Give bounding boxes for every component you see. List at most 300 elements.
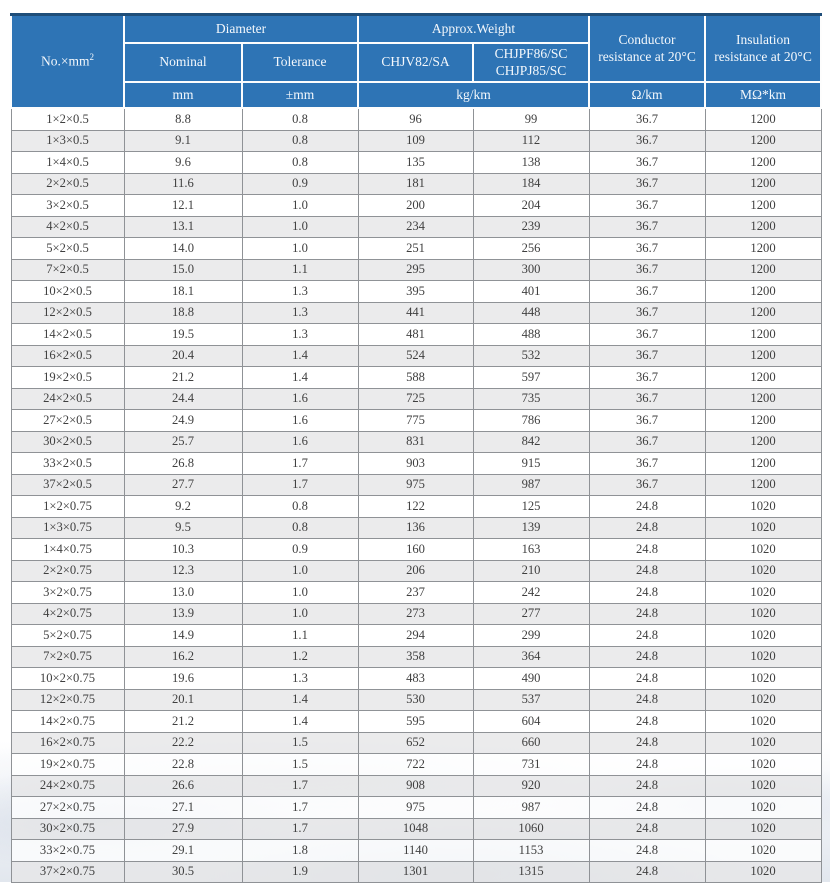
col-header-diameter-group: Diameter: [124, 15, 358, 44]
spec-cell: 1×3×0.75: [11, 517, 124, 539]
weight-chjv-cell: 109: [358, 130, 473, 152]
conductor-resistance-cell: 24.8: [589, 840, 705, 862]
weight-chjpf-cell: 920: [473, 775, 589, 797]
nominal-diameter-cell: 18.8: [124, 302, 242, 324]
table-row: [11, 582, 821, 604]
weight-chjpf-cell: 597: [473, 367, 589, 389]
weight-chjpf-cell: 184: [473, 173, 589, 195]
tolerance-cell: 1.3: [242, 302, 358, 324]
spec-cell: 4×2×0.5: [11, 216, 124, 238]
insulation-resistance-cell: 1020: [705, 711, 821, 733]
spec-cell: 5×2×0.75: [11, 625, 124, 647]
table-row: [11, 130, 821, 152]
nominal-diameter-cell: 13.0: [124, 582, 242, 604]
weight-chjpf-cell: 1153: [473, 840, 589, 862]
nominal-diameter-cell: 14.9: [124, 625, 242, 647]
nominal-diameter-cell: 11.6: [124, 173, 242, 195]
unit-tolerance: ±mm: [242, 82, 358, 108]
weight-chjpf-cell: 448: [473, 302, 589, 324]
weight-chjv-cell: 200: [358, 195, 473, 217]
insulation-resistance-cell: 1020: [705, 517, 821, 539]
conductor-resistance-cell: 24.8: [589, 754, 705, 776]
insulation-resistance-cell: 1020: [705, 668, 821, 690]
weight-chjv-cell: 1048: [358, 818, 473, 840]
table-row: [11, 818, 821, 840]
conductor-resistance-cell: 36.7: [589, 410, 705, 432]
tolerance-cell: 0.8: [242, 108, 358, 130]
nominal-diameter-cell: 24.4: [124, 388, 242, 410]
weight-chjpf-cell: 204: [473, 195, 589, 217]
tolerance-cell: 1.6: [242, 410, 358, 432]
tolerance-cell: 0.9: [242, 539, 358, 561]
tolerance-cell: 1.7: [242, 775, 358, 797]
unit-nominal: mm: [124, 82, 242, 108]
nominal-diameter-cell: 22.8: [124, 754, 242, 776]
spec-cell: 1×4×0.75: [11, 539, 124, 561]
nominal-diameter-cell: 24.9: [124, 410, 242, 432]
table-body: [11, 108, 821, 883]
unit-weight: kg/km: [358, 82, 589, 108]
insulation-resistance-cell: 1020: [705, 689, 821, 711]
weight-chjv-cell: 206: [358, 560, 473, 582]
table-row: [11, 711, 821, 733]
conductor-resistance-cell: 36.7: [589, 108, 705, 130]
weight-chjv-cell: 395: [358, 281, 473, 303]
weight-chjpf-cell: 163: [473, 539, 589, 561]
conductor-resistance-cell: 24.8: [589, 517, 705, 539]
tolerance-cell: 1.3: [242, 324, 358, 346]
tolerance-cell: 1.5: [242, 732, 358, 754]
spec-cell: 4×2×0.75: [11, 603, 124, 625]
table-row: [11, 324, 821, 346]
weight-chjv-cell: 722: [358, 754, 473, 776]
conductor-resistance-cell: 24.8: [589, 625, 705, 647]
weight-chjpf-cell: 987: [473, 797, 589, 819]
spec-superscript: 2: [89, 52, 94, 63]
tolerance-cell: 1.8: [242, 840, 358, 862]
nominal-diameter-cell: 9.2: [124, 496, 242, 518]
weight-chjv-cell: 358: [358, 646, 473, 668]
conductor-resistance-cell: 24.8: [589, 668, 705, 690]
nominal-diameter-cell: 15.0: [124, 259, 242, 281]
header-units-row: [11, 82, 821, 108]
weight-chjv-cell: 1140: [358, 840, 473, 862]
insulation-resistance-cell: 1020: [705, 603, 821, 625]
nominal-diameter-cell: 12.1: [124, 195, 242, 217]
insulation-resistance-cell: 1200: [705, 410, 821, 432]
insulation-resistance-cell: 1020: [705, 539, 821, 561]
weight-chjv-cell: 1301: [358, 861, 473, 883]
conductor-resistance-cell: 24.8: [589, 646, 705, 668]
insulation-resistance-cell: 1020: [705, 560, 821, 582]
col-header-weight-chjv: CHJV82/SA: [358, 43, 473, 82]
weight-chjv-cell: 595: [358, 711, 473, 733]
nominal-diameter-cell: 20.1: [124, 689, 242, 711]
tolerance-cell: 1.4: [242, 689, 358, 711]
insulation-resistance-cell: 1020: [705, 818, 821, 840]
insulation-resistance-cell: 1200: [705, 474, 821, 496]
table-row: [11, 216, 821, 238]
weight-chjpf-cell: 604: [473, 711, 589, 733]
tolerance-cell: 1.1: [242, 259, 358, 281]
weight-chjv-cell: 725: [358, 388, 473, 410]
spec-cell: 24×2×0.75: [11, 775, 124, 797]
insulation-resistance-cell: 1020: [705, 861, 821, 883]
conductor-resistance-cell: 36.7: [589, 388, 705, 410]
tolerance-cell: 0.8: [242, 152, 358, 174]
conductor-resistance-cell: 36.7: [589, 259, 705, 281]
weight-chjv-cell: 160: [358, 539, 473, 561]
tolerance-cell: 1.3: [242, 281, 358, 303]
table-row: [11, 668, 821, 690]
col-header-insulation-resistance: Insulation resistance at 20°C: [705, 15, 821, 83]
conductor-resistance-cell: 24.8: [589, 861, 705, 883]
weight-chjpf-cell: 242: [473, 582, 589, 604]
weight-chjpf-cell: 139: [473, 517, 589, 539]
insulation-resistance-cell: 1200: [705, 302, 821, 324]
table-row: [11, 754, 821, 776]
weight-chjv-cell: 975: [358, 797, 473, 819]
tolerance-cell: 1.0: [242, 582, 358, 604]
insulation-resistance-cell: 1200: [705, 388, 821, 410]
tolerance-cell: 1.6: [242, 431, 358, 453]
col-header-spec: [11, 15, 124, 109]
conductor-resistance-cell: 36.7: [589, 195, 705, 217]
cable-spec-table: [10, 13, 822, 883]
insulation-resistance-cell: 1020: [705, 754, 821, 776]
conductor-resistance-cell: 36.7: [589, 302, 705, 324]
nominal-diameter-cell: 19.5: [124, 324, 242, 346]
tolerance-cell: 1.4: [242, 345, 358, 367]
conductor-resistance-cell: 24.8: [589, 775, 705, 797]
nominal-diameter-cell: 21.2: [124, 367, 242, 389]
conductor-resistance-cell: 24.8: [589, 818, 705, 840]
conductor-resistance-cell: 36.7: [589, 431, 705, 453]
insulation-resistance-cell: 1200: [705, 195, 821, 217]
weight-chjpf-cell: 401: [473, 281, 589, 303]
tolerance-cell: 1.6: [242, 388, 358, 410]
spec-cell: 24×2×0.5: [11, 388, 124, 410]
spec-cell: 2×2×0.75: [11, 560, 124, 582]
insulation-resistance-cell: 1020: [705, 797, 821, 819]
table-row: [11, 259, 821, 281]
insulation-resistance-cell: 1200: [705, 152, 821, 174]
weight-chjv-cell: 294: [358, 625, 473, 647]
table-row: [11, 732, 821, 754]
weight-chjv-cell: 237: [358, 582, 473, 604]
weight-chjv-cell: 908: [358, 775, 473, 797]
tolerance-cell: 1.0: [242, 195, 358, 217]
header-group-row: [11, 15, 821, 44]
spec-cell: 2×2×0.5: [11, 173, 124, 195]
col-header-nominal: Nominal: [124, 43, 242, 82]
insulation-resistance-cell: 1200: [705, 324, 821, 346]
conductor-resistance-cell: 36.7: [589, 152, 705, 174]
nominal-diameter-cell: 27.9: [124, 818, 242, 840]
tolerance-cell: 0.8: [242, 517, 358, 539]
spec-cell: 16×2×0.75: [11, 732, 124, 754]
col-header-conductor-resistance: Conductor resistance at 20°C: [589, 15, 705, 83]
insulation-resistance-cell: 1200: [705, 281, 821, 303]
nominal-diameter-cell: 10.3: [124, 539, 242, 561]
conductor-resistance-cell: 24.8: [589, 711, 705, 733]
table-row: [11, 302, 821, 324]
conductor-resistance-cell: 24.8: [589, 797, 705, 819]
spec-cell: 33×2×0.5: [11, 453, 124, 475]
insulation-resistance-cell: 1200: [705, 367, 821, 389]
col-header-tolerance: Tolerance: [242, 43, 358, 82]
spec-cell: 3×2×0.5: [11, 195, 124, 217]
table-row: [11, 152, 821, 174]
weight-chjv-cell: 96: [358, 108, 473, 130]
nominal-diameter-cell: 22.2: [124, 732, 242, 754]
weight-type-line1: CHJPF86/SC: [494, 45, 568, 61]
weight-chjpf-cell: 488: [473, 324, 589, 346]
tolerance-cell: 1.5: [242, 754, 358, 776]
weight-chjv-cell: 775: [358, 410, 473, 432]
weight-chjpf-cell: 300: [473, 259, 589, 281]
weight-chjpf-cell: 786: [473, 410, 589, 432]
conductor-resistance-cell: 36.7: [589, 173, 705, 195]
table-row: [11, 840, 821, 862]
nominal-diameter-cell: 13.1: [124, 216, 242, 238]
table-row: [11, 797, 821, 819]
weight-chjv-cell: 481: [358, 324, 473, 346]
weight-chjpf-cell: 112: [473, 130, 589, 152]
nominal-diameter-cell: 16.2: [124, 646, 242, 668]
nominal-diameter-cell: 25.7: [124, 431, 242, 453]
spec-cell: 37×2×0.75: [11, 861, 124, 883]
weight-chjpf-cell: 987: [473, 474, 589, 496]
table-row: [11, 108, 821, 130]
spec-cell: 10×2×0.75: [11, 668, 124, 690]
table-row: [11, 410, 821, 432]
spec-cell: 1×4×0.5: [11, 152, 124, 174]
table-row: [11, 367, 821, 389]
tolerance-cell: 1.7: [242, 474, 358, 496]
conductor-resistance-cell: 24.8: [589, 582, 705, 604]
insulation-resistance-cell: 1020: [705, 496, 821, 518]
weight-chjv-cell: 234: [358, 216, 473, 238]
nominal-diameter-cell: 8.8: [124, 108, 242, 130]
insulation-resistance-cell: 1200: [705, 345, 821, 367]
conductor-resistance-cell: 36.7: [589, 367, 705, 389]
table-row: [11, 195, 821, 217]
weight-type-line2: CHJPJ85/SC: [495, 62, 567, 78]
nominal-diameter-cell: 27.1: [124, 797, 242, 819]
nominal-diameter-cell: 30.5: [124, 861, 242, 883]
nominal-diameter-cell: 21.2: [124, 711, 242, 733]
nominal-diameter-cell: 13.9: [124, 603, 242, 625]
weight-chjpf-cell: 915: [473, 453, 589, 475]
weight-chjv-cell: 251: [358, 238, 473, 260]
nominal-diameter-cell: 20.4: [124, 345, 242, 367]
weight-chjv-cell: 483: [358, 668, 473, 690]
table-row: [11, 238, 821, 260]
weight-chjv-cell: 135: [358, 152, 473, 174]
weight-chjv-cell: 588: [358, 367, 473, 389]
insulation-resistance-cell: 1020: [705, 582, 821, 604]
table-row: [11, 517, 821, 539]
nominal-diameter-cell: 18.1: [124, 281, 242, 303]
weight-chjpf-cell: 537: [473, 689, 589, 711]
nominal-diameter-cell: 29.1: [124, 840, 242, 862]
weight-chjpf-cell: 1060: [473, 818, 589, 840]
conductor-resistance-cell: 36.7: [589, 130, 705, 152]
conductor-resistance-cell: 36.7: [589, 324, 705, 346]
spec-cell: 12×2×0.5: [11, 302, 124, 324]
weight-chjv-cell: 441: [358, 302, 473, 324]
nominal-diameter-cell: 19.6: [124, 668, 242, 690]
weight-chjv-cell: 181: [358, 173, 473, 195]
tolerance-cell: 0.8: [242, 496, 358, 518]
spec-cell: 27×2×0.5: [11, 410, 124, 432]
conductor-resistance-cell: 24.8: [589, 732, 705, 754]
conductor-resistance-cell: 24.8: [589, 560, 705, 582]
spec-cell: 1×3×0.5: [11, 130, 124, 152]
weight-chjv-cell: 136: [358, 517, 473, 539]
spec-cell: 10×2×0.5: [11, 281, 124, 303]
table-row: [11, 496, 821, 518]
table-row: [11, 603, 821, 625]
nominal-diameter-cell: 26.8: [124, 453, 242, 475]
weight-chjpf-cell: 299: [473, 625, 589, 647]
nominal-diameter-cell: 26.6: [124, 775, 242, 797]
weight-chjv-cell: 273: [358, 603, 473, 625]
weight-chjpf-cell: 660: [473, 732, 589, 754]
tolerance-cell: 1.2: [242, 646, 358, 668]
spec-cell: 1×2×0.5: [11, 108, 124, 130]
conductor-resistance-cell: 36.7: [589, 216, 705, 238]
table-row: [11, 388, 821, 410]
conductor-resistance-cell: 36.7: [589, 453, 705, 475]
weight-chjpf-cell: 210: [473, 560, 589, 582]
table-row: [11, 474, 821, 496]
conductor-resistance-cell: 36.7: [589, 345, 705, 367]
table-row: [11, 861, 821, 883]
tolerance-cell: 1.0: [242, 560, 358, 582]
table-row: [11, 281, 821, 303]
spec-cell: 19×2×0.75: [11, 754, 124, 776]
weight-chjpf-cell: 256: [473, 238, 589, 260]
weight-chjpf-cell: 532: [473, 345, 589, 367]
weight-chjpf-cell: 364: [473, 646, 589, 668]
tolerance-cell: 1.7: [242, 453, 358, 475]
insulation-resistance-cell: 1200: [705, 259, 821, 281]
conductor-resistance-cell: 24.8: [589, 689, 705, 711]
tolerance-cell: 1.4: [242, 711, 358, 733]
insulation-resistance-cell: 1200: [705, 453, 821, 475]
nominal-diameter-cell: 27.7: [124, 474, 242, 496]
weight-chjpf-cell: 125: [473, 496, 589, 518]
spec-cell: 12×2×0.75: [11, 689, 124, 711]
spec-cell: 5×2×0.5: [11, 238, 124, 260]
weight-chjv-cell: 524: [358, 345, 473, 367]
weight-chjpf-cell: 138: [473, 152, 589, 174]
spec-cell: 14×2×0.5: [11, 324, 124, 346]
insulation-resistance-cell: 1020: [705, 840, 821, 862]
spec-cell: 7×2×0.75: [11, 646, 124, 668]
table-row: [11, 173, 821, 195]
table-row: [11, 560, 821, 582]
spec-table-container: [10, 13, 820, 883]
spec-cell: 30×2×0.75: [11, 818, 124, 840]
spec-cell: 30×2×0.5: [11, 431, 124, 453]
conductor-resistance-cell: 24.8: [589, 539, 705, 561]
table-row: [11, 775, 821, 797]
weight-chjv-cell: 652: [358, 732, 473, 754]
tolerance-cell: 1.9: [242, 861, 358, 883]
spec-cell: 7×2×0.5: [11, 259, 124, 281]
nominal-diameter-cell: 9.1: [124, 130, 242, 152]
table-row: [11, 539, 821, 561]
spec-cell: 3×2×0.75: [11, 582, 124, 604]
insulation-resistance-cell: 1020: [705, 625, 821, 647]
nominal-diameter-cell: 9.6: [124, 152, 242, 174]
weight-chjpf-cell: 731: [473, 754, 589, 776]
weight-chjpf-cell: 735: [473, 388, 589, 410]
spec-cell: 16×2×0.5: [11, 345, 124, 367]
conductor-resistance-cell: 24.8: [589, 496, 705, 518]
conductor-resistance-cell: 24.8: [589, 603, 705, 625]
weight-chjv-cell: 903: [358, 453, 473, 475]
tolerance-cell: 0.8: [242, 130, 358, 152]
conductor-resistance-cell: 36.7: [589, 281, 705, 303]
nominal-diameter-cell: 9.5: [124, 517, 242, 539]
weight-chjpf-cell: 277: [473, 603, 589, 625]
weight-chjpf-cell: 1315: [473, 861, 589, 883]
tolerance-cell: 1.1: [242, 625, 358, 647]
insulation-resistance-cell: 1200: [705, 130, 821, 152]
weight-chjv-cell: 295: [358, 259, 473, 281]
spec-cell: 27×2×0.75: [11, 797, 124, 819]
insulation-resistance-cell: 1020: [705, 775, 821, 797]
insulation-resistance-cell: 1020: [705, 732, 821, 754]
spec-cell: 19×2×0.5: [11, 367, 124, 389]
table-row: [11, 431, 821, 453]
nominal-diameter-cell: 12.3: [124, 560, 242, 582]
tolerance-cell: 1.0: [242, 238, 358, 260]
insulation-resistance-cell: 1020: [705, 646, 821, 668]
weight-chjv-cell: 530: [358, 689, 473, 711]
table-row: [11, 625, 821, 647]
table-row: [11, 345, 821, 367]
weight-chjpf-cell: 239: [473, 216, 589, 238]
insulation-resistance-cell: 1200: [705, 238, 821, 260]
tolerance-cell: 1.0: [242, 603, 358, 625]
conductor-resistance-cell: 36.7: [589, 474, 705, 496]
weight-chjpf-cell: 842: [473, 431, 589, 453]
tolerance-cell: 0.9: [242, 173, 358, 195]
weight-chjv-cell: 122: [358, 496, 473, 518]
tolerance-cell: 1.0: [242, 216, 358, 238]
tolerance-cell: 1.3: [242, 668, 358, 690]
conductor-resistance-cell: 36.7: [589, 238, 705, 260]
insulation-resistance-cell: 1200: [705, 108, 821, 130]
nominal-diameter-cell: 14.0: [124, 238, 242, 260]
insulation-resistance-cell: 1200: [705, 216, 821, 238]
spec-cell: 14×2×0.75: [11, 711, 124, 733]
col-header-weight-chjpf: [473, 43, 589, 82]
tolerance-cell: 1.7: [242, 818, 358, 840]
table-row: [11, 689, 821, 711]
weight-chjpf-cell: 490: [473, 668, 589, 690]
unit-conductor-resistance: Ω/km: [589, 82, 705, 108]
spec-cell: 37×2×0.5: [11, 474, 124, 496]
tolerance-cell: 1.4: [242, 367, 358, 389]
weight-chjv-cell: 975: [358, 474, 473, 496]
table-header: [11, 15, 821, 109]
